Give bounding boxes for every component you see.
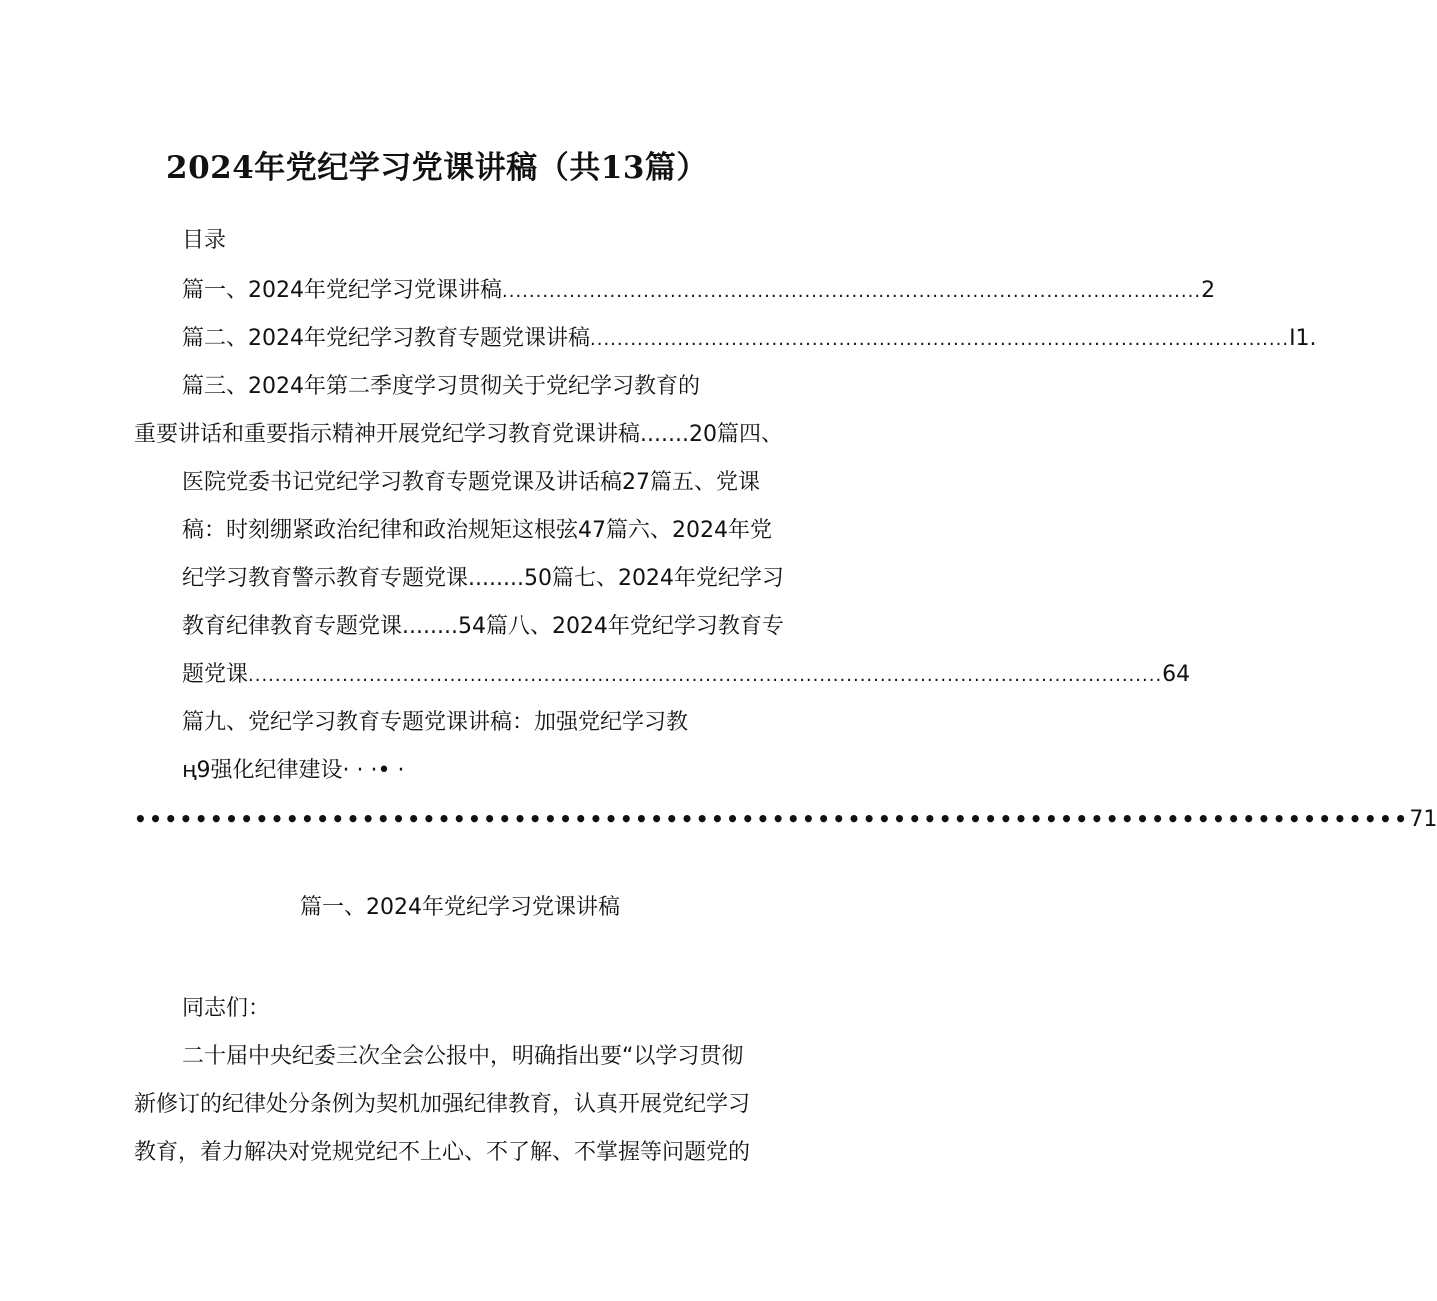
paragraph-line-1: 二十届中央纪委三次全会公报中，明确指出要“以学习贯彻 — [182, 1044, 744, 1069]
toc-entry-5-line: 稿：时刻绷紧政治纪律和政治规矩这根弦47篇六、2024年党 — [182, 518, 772, 543]
toc-entry-9-line-1: 篇九、党纪学习教育专题党课讲稿：加强党纪学习教 — [182, 710, 689, 735]
paragraph-line-2: 新修订的纪律处分条例为契机加强纪律教育，认真开展党纪学习 — [134, 1092, 751, 1117]
toc-entry-6-line: 纪学习教育警示教育专题党课........50篇七、2024年党纪学习 — [182, 566, 784, 591]
toc-entry-3-line-2: 重要讲话和重要指示精神开展党纪学习教育党课讲稿.......20篇四、 — [134, 422, 783, 447]
toc-entry-4-line: 医院党委书记党纪学习教育专题党课及讲话稿27篇五、党课 — [182, 470, 760, 495]
toc-leader-dots: ........................................................................................................ — [502, 281, 1202, 302]
toc-entry-9-leader — [134, 804, 1437, 834]
document-title: 2024年党纪学习党课讲稿（共13篇） — [166, 150, 708, 186]
toc-entry-text: 题党课 — [182, 662, 249, 687]
toc-entry-7-line: 教育纪律教育专题党课........54篇八、2024年党纪学习教育专 — [182, 614, 784, 639]
toc-entry-page: 64 — [1162, 662, 1191, 687]
toc-entry-text: 篇一、2024年党纪学习党课讲稿 — [182, 278, 502, 303]
toc-leader-dots: ........................................................................................................................................ — [248, 665, 1163, 686]
toc-entry-8-end — [182, 660, 1191, 690]
toc-entry-3-line-1: 篇三、2024年第二季度学习贯彻关于党纪学习教育的 — [182, 374, 700, 399]
section-heading: 篇一、2024年党纪学习党课讲稿 — [300, 895, 620, 920]
toc-entry-text: 篇二、2024年党纪学习教育专题党课讲稿 — [182, 326, 590, 351]
toc-leader-dots: •••••••••••••••••••••••••••••••••••••••••••••••••••••••••••••••••••••••••••••••••••• — [134, 807, 1410, 831]
toc-entry-page: 2 — [1201, 278, 1216, 303]
toc-entry-page: 71 — [1409, 807, 1437, 832]
toc-heading: 目录 — [182, 228, 227, 253]
toc-entry-2 — [182, 324, 1317, 354]
greeting: 同志们： — [182, 996, 271, 1021]
toc-entry-page: I1. — [1289, 326, 1317, 351]
toc-leader-dots: ........................................................................................................ — [590, 329, 1290, 350]
paragraph-line-3: 教育，着力解决对党规党纪不上心、不了解、不掌握等问题党的 — [134, 1140, 751, 1165]
toc-entry-1 — [182, 276, 1216, 306]
toc-entry-9-line-2: ң9强化纪律建设· · ·• · — [182, 758, 405, 783]
